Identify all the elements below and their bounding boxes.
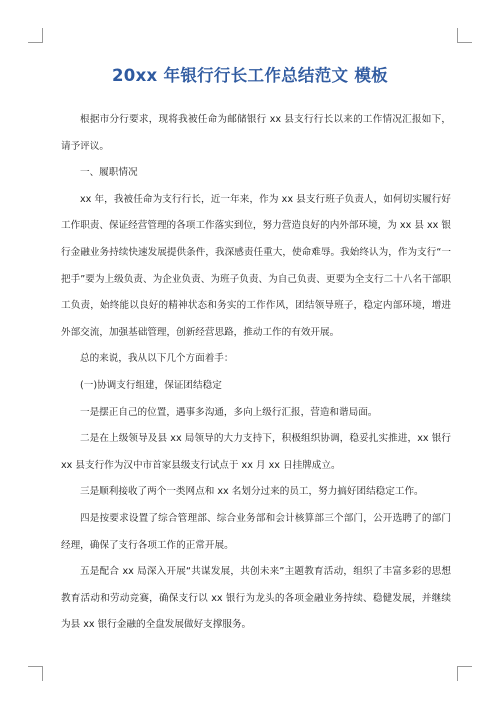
paragraph-point-4: 四是按要求设置了综合管理部、综合业务部和会计核算部三个部门，公开选聘了的部门经理，确保了支行各项工作的正常开展。 xyxy=(61,512,451,551)
document-title: 20xx 年银行行长工作总结范文 模板 xyxy=(112,66,388,85)
paragraph-point-5: 五是配合 xx 局深入开展“共谋发展，共创未来”主题教育活动，组织了丰富多彩的思想教育活动和劳动竞赛，确保支行以 xx 银行为龙头的各项金融业务持续、稳健发展，并继续为县 xx 银行金融的全盘发展做好支撑服务。 xyxy=(61,566,451,631)
paragraph-duties: xx 年，我被任命为支行行长，近一年来，作为 xx 县支行班子负责人，如何切实履行好工作职责、保证经营管理的各项工作落实到位，努力营造良好的内外部环境，为 xx 县 xx 银行金融业务持续快速发展提供条件，我深感责任重大，使命难辱。我始终认为，作为支行“一把手”要为上级负责、为企业负责、为班子负责、为自己负责、更要为全支行二十八名干部职工负责，始终能以良好的精神状态和务实的工作作风，团结领导班子，稳定内部环境，增进外部交流，加强基础管理，创新经营思路，推动工作的有效开展。 xyxy=(61,193,451,338)
paragraph-point-1: 一是摆正自己的位置，遇事多沟通，多向上级行汇报，营造和谐局面。 xyxy=(80,406,378,418)
crop-mark-bottom-right xyxy=(457,666,472,681)
paragraph-point-2: 二是在上级领导及县 xx 局领导的大力支持下，积极组织协调，稳妥扎实推进，xx 银行 xx 县支行作为汉中市首家县级支行试点于 xx 月 xx 日挂牌成立。 xyxy=(61,433,451,471)
paragraph-intro: 根据市分行要求，现将我被任命为邮储银行 xx 县支行行长以来的工作情况汇报如下，请予评议。 xyxy=(61,114,451,152)
crop-mark-top-right xyxy=(457,28,472,43)
section-heading: 一、履职情况 xyxy=(80,167,138,179)
paragraph-point-3: 三是顺利接收了两个一类网点和 xx 名划分过来的员工，努力搞好团结稳定工作。 xyxy=(80,486,424,498)
crop-mark-top-left xyxy=(28,28,43,43)
crop-mark-bottom-left xyxy=(28,666,43,681)
paragraph-summary: 总的来说，我从以下几个方面着手： xyxy=(80,353,234,365)
subsection-heading: (一)协调支行组建，保证团结稳定 xyxy=(80,379,222,391)
document-body xyxy=(61,107,451,639)
